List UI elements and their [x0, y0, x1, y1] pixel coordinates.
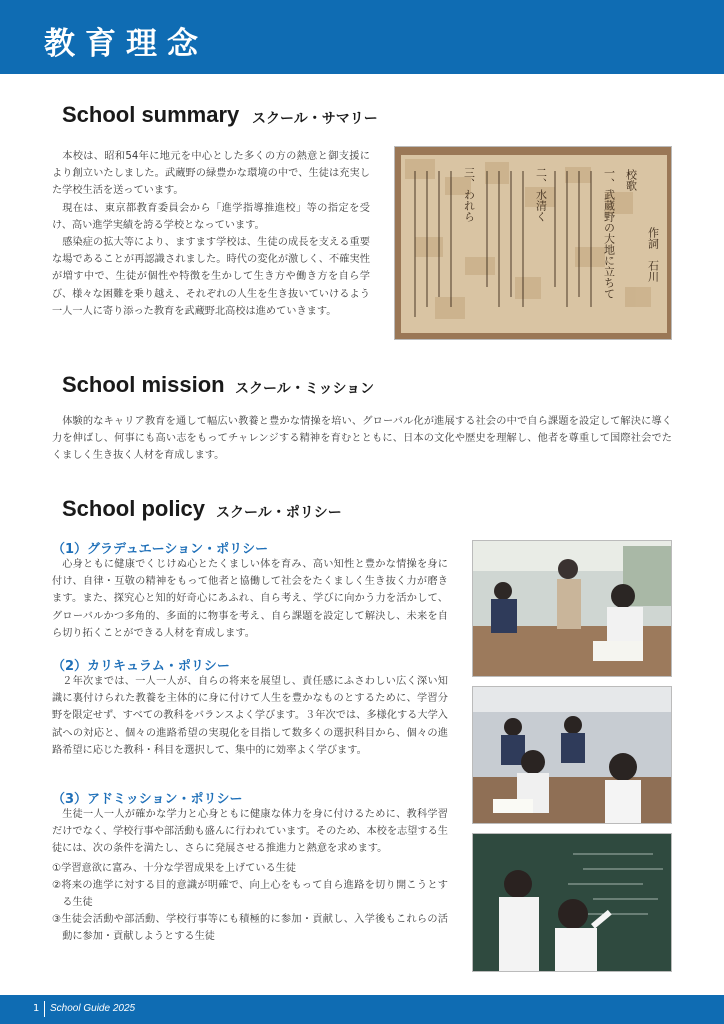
policy-heading-en: School policy — [62, 496, 206, 521]
list-item: ①学習意欲に富み、十分な学習成果を上げている生徒 — [52, 862, 297, 874]
plaque-column: 一、武蔵野の大地に立ちて — [602, 167, 616, 299]
page-title: 教育理念 — [44, 26, 208, 62]
classroom-scene-3 — [473, 834, 672, 972]
curriculum-policy-title: （2）カリキュラム・ポリシー — [52, 659, 230, 674]
plaque-lyricist: 作詞 石川 — [646, 227, 660, 282]
list-item: ③生徒会活動や部活動、学校行事等にも積極的に参加・貢献し、入学後もこれらの活動に参加・貢献しようとする生徒 — [52, 914, 448, 943]
list-item: ②将来の進学に対する目的意識が明確で、向上心をもって自ら進路を切り開こうとする生徒 — [52, 879, 448, 909]
classroom-scene-2 — [473, 687, 672, 824]
classroom-scene-1 — [473, 541, 672, 677]
graduation-policy-title: （1）グラデュエーション・ポリシー — [52, 542, 269, 557]
mission-heading — [52, 372, 672, 410]
summary-paragraph: 現在は、東京都教育委員会から「進学指導推進校」等の指定を受け、高い進学実績を誇る学校となっています。 — [52, 202, 370, 231]
footer-bar — [0, 995, 724, 1024]
graduation-policy-body — [52, 556, 448, 642]
summary-paragraph: 本校は、昭和54年に地元を中心とした多くの方の熱意と御支援により創立いたしました。武蔵野の緑豊かな環境の中で、生徒は充実した学校生活を送っています。 — [52, 151, 370, 197]
admission-policy-body — [52, 806, 448, 946]
mission-heading-en: School mission — [62, 372, 225, 397]
admission-policy-text: 生徒一人一人が確かな学力と心身ともに健康な体力を身に付けるために、教科学習だけでなく、学校行事や部活動も盛んに行われています。そのため、本校を志望する生徒には、次の条件を満たし、さらに発展させる推進力と熱意を求めます。 — [52, 809, 448, 855]
summary-body — [52, 148, 370, 320]
footer-divider — [44, 1001, 45, 1017]
plaque-column: 三、われら — [462, 167, 476, 222]
mission-heading-jp: スクール・ミッション — [235, 381, 375, 397]
curriculum-policy-text: ２年次までは、一人一人が、自らの将来を展望し、責任感にふさわしい広く深い知識に裏付けられた教養を主体的に身に付けて人生を豊かなものとするために、学習分野を限定せず、すべての教科をバランスよく学びます。３年次では、多様化する大学入試への対応と、個々の進路希望の実現化を目指して数多くの選択科目から、個々の進路希望に応じた教科・科目を選択して、集中的に効率よく学びます。 — [52, 676, 448, 756]
classroom-photo-3 — [472, 833, 672, 972]
guide-title: School Guide 2025 — [50, 1003, 136, 1014]
mission-paragraph: 体験的なキャリア教育を通して幅広い教養と豊かな情操を培い、グローバル化が進展する社会の中で自ら課題を設定して解決に導く力を伸ばし、何事にも高い志をもってチャレンジする精神を育むとともに、日本の文化や歴史を理解し、他者を尊重して国際社会でたくましく生き抜く人材を育成します。 — [52, 416, 672, 462]
header-bar — [0, 0, 724, 74]
mission-body — [52, 413, 672, 465]
plaque-illustration — [395, 147, 672, 340]
school-song-plaque-photo — [394, 146, 672, 340]
summary-paragraph: 感染症の拡大等により、ますます学校は、生徒の成長を支える重要な場であることが再認識されました。時代の変化が激しく、不確実性が増す中で、生徒が個性や特徴を生かして生き方や働き方を自ら学び、様々な困難を乗り越え、それぞれの人生を生き抜いていけるよう一人一人に寄り添った教育を武蔵野北高校は進めていきます。 — [52, 237, 370, 317]
admission-policy-title: （3）アドミッション・ポリシー — [52, 792, 243, 807]
plaque-column: 二、水清く — [534, 167, 548, 222]
graduation-policy-text: 心身ともに健康でくじけぬ心とたくましい体を育み、高い知性と豊かな情操を身に付け、自律・互敬の精神をもって他者と協働して社会をたくましく生き抜く力が磨きます。また、探究心と知的好奇心にあふれ、自ら考え、学びに向かう力を活かして、グローバルかつ多角的、多面的に物事を考え、自ら課題を設定して解決し、未来を自ら切り拓くことができる人材を育成します。 — [52, 559, 448, 639]
admission-criteria-list — [52, 860, 448, 946]
plaque-title: 校歌 — [624, 169, 638, 191]
curriculum-policy-body — [52, 673, 448, 759]
classroom-photo-1 — [472, 540, 672, 677]
classroom-photo-2 — [472, 686, 672, 824]
summary-heading-en: School summary — [62, 102, 240, 127]
policy-heading — [52, 496, 672, 534]
policy-heading-jp: スクール・ポリシー — [216, 505, 342, 521]
summary-heading — [52, 102, 672, 140]
page-number: 1 — [33, 1003, 40, 1014]
summary-heading-jp: スクール・サマリー — [252, 111, 378, 127]
